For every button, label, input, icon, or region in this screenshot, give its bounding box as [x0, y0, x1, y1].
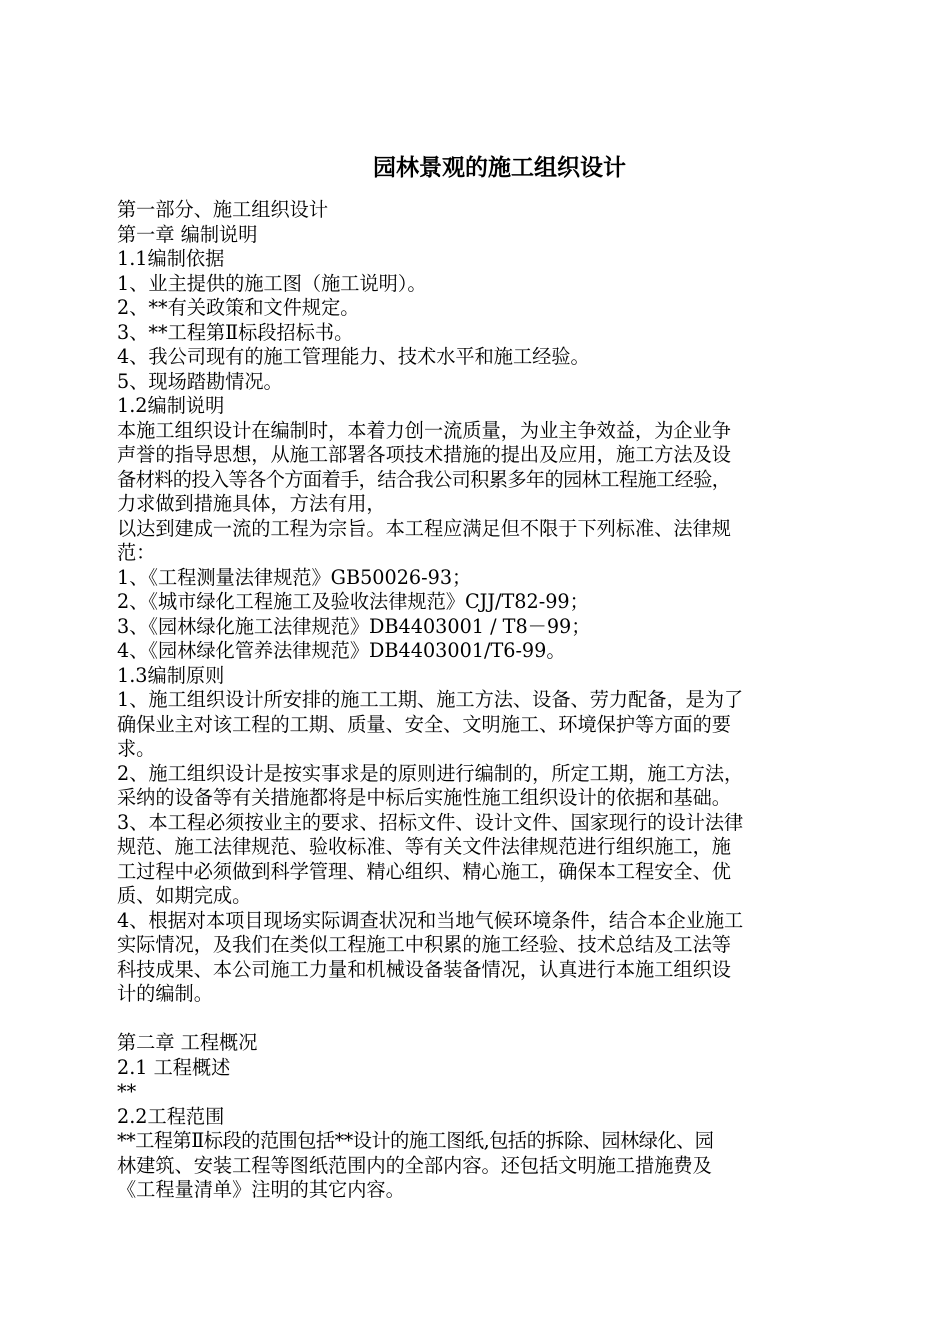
- principle-1-line: 确保业主对该工程的工期、质量、安全、文明施工、环境保护等方面的要: [117, 712, 731, 736]
- principle-1-line: 求。: [117, 737, 156, 760]
- description-paragraph-line: 力求做到措施具体，方法有用，: [117, 492, 386, 515]
- principle-3-line: 3、本工程必须按业主的要求、招标文件、设计文件、国家现行的设计法律: [117, 810, 744, 834]
- section-2-2-heading: 2.2工程范围: [117, 1104, 225, 1128]
- scope-line: 林建筑、安装工程等图纸范围内的全部内容。还包括文明施工措施费及: [117, 1153, 712, 1177]
- principle-4-line: 科技成果、本公司施工力量和机械设备装备情况，认真进行本施工组织设: [117, 957, 731, 981]
- description-paragraph-line: 声誉的指导思想，从施工部署各项技术措施的提出及应用，施工方法及设: [117, 443, 731, 466]
- section-1-1-heading: 1.1编制依据: [117, 247, 225, 270]
- principle-3-line: 规范、施工法律规范、验收标准、等有关文件法律规范进行组织施工，施: [117, 835, 731, 858]
- principle-3-line: 工过程中必须做到科学管理、精心组织、精心施工，确保本工程安全、优: [117, 859, 731, 883]
- section-1-2-heading: 1.2编制说明: [117, 394, 225, 417]
- blank-line: [117, 1007, 857, 1032]
- principle-3-line: 质、如期完成。: [117, 884, 252, 907]
- principle-1-line: 1、施工组织设计所安排的施工工期、施工方法、设备、劳力配备，是为了: [117, 688, 744, 711]
- description-paragraph-line: 备材料的投入等各个方面着手，结合我公司积累多年的园林工程施工经验，: [117, 467, 731, 491]
- principle-2-line: 采纳的设备等有关措施都将是中标后实施性施工组织设计的依据和基础。: [117, 786, 731, 809]
- scope-line: **工程第Ⅱ标段的范围包括**设计的施工图纸,包括的拆除、园林绿化、园: [117, 1129, 714, 1152]
- goal-paragraph-line: 范：: [117, 541, 156, 564]
- standard-item-1: 1、《工程测量法律规范》GB50026-93；: [117, 565, 472, 589]
- standard-item-4: 4、《园林绿化管养法律规范》DB4403001/T6-99。: [117, 639, 566, 662]
- principle-4-line: 计的编制。: [117, 982, 213, 1005]
- description-paragraph-line: 本施工组织设计在编制时，本着力创一流质量，为业主争效益，为企业争: [117, 418, 731, 442]
- scope-line: 《工程量清单》注明的其它内容。: [117, 1178, 405, 1201]
- chapter-2-heading: 第二章 工程概况: [117, 1031, 258, 1054]
- principle-2-line: 2、施工组织设计是按实事求是的原则进行编制的，所定工期，施工方法，: [117, 761, 744, 785]
- document-title: 园林景观的施工组织设计: [373, 154, 626, 181]
- principle-4-line: 实际情况，及我们在类似工程施工中积累的施工经验、技术总结及工法等: [117, 933, 731, 956]
- section-2-1-heading: 2.1 工程概述: [117, 1055, 231, 1079]
- basis-item-3: 3、**工程第Ⅱ标段招标书。: [117, 320, 354, 344]
- chapter-1-heading: 第一章 编制说明: [117, 222, 258, 246]
- standard-item-2: 2、《城市绿化工程施工及验收法律规范》CJJ/T82-99；: [117, 590, 589, 613]
- document-page: [117, 148, 857, 1203]
- basis-item-1: 1、业主提供的施工图（施工说明）。: [117, 271, 427, 295]
- overview-text: **: [117, 1080, 137, 1103]
- part-heading: 第一部分、施工组织设计: [117, 198, 329, 221]
- principle-4-line: 4、根据对本项目现场实际调查状况和当地气候环境条件，结合本企业施工: [117, 908, 744, 932]
- basis-item-4: 4、我公司现有的施工管理能力、技术水平和施工经验。: [117, 345, 590, 368]
- standard-item-3: 3、《园林绿化施工法律规范》DB4403001 / T8－99；: [117, 614, 591, 638]
- section-1-3-heading: 1.3编制原则: [117, 663, 225, 687]
- basis-item-2: 2、**有关政策和文件规定。: [117, 296, 360, 319]
- basis-item-5: 5、现场踏勘情况。: [117, 369, 283, 393]
- goal-paragraph-line: 以达到建成一流的工程为宗旨。本工程应满足但不限于下列标准、法律规: [117, 516, 731, 540]
